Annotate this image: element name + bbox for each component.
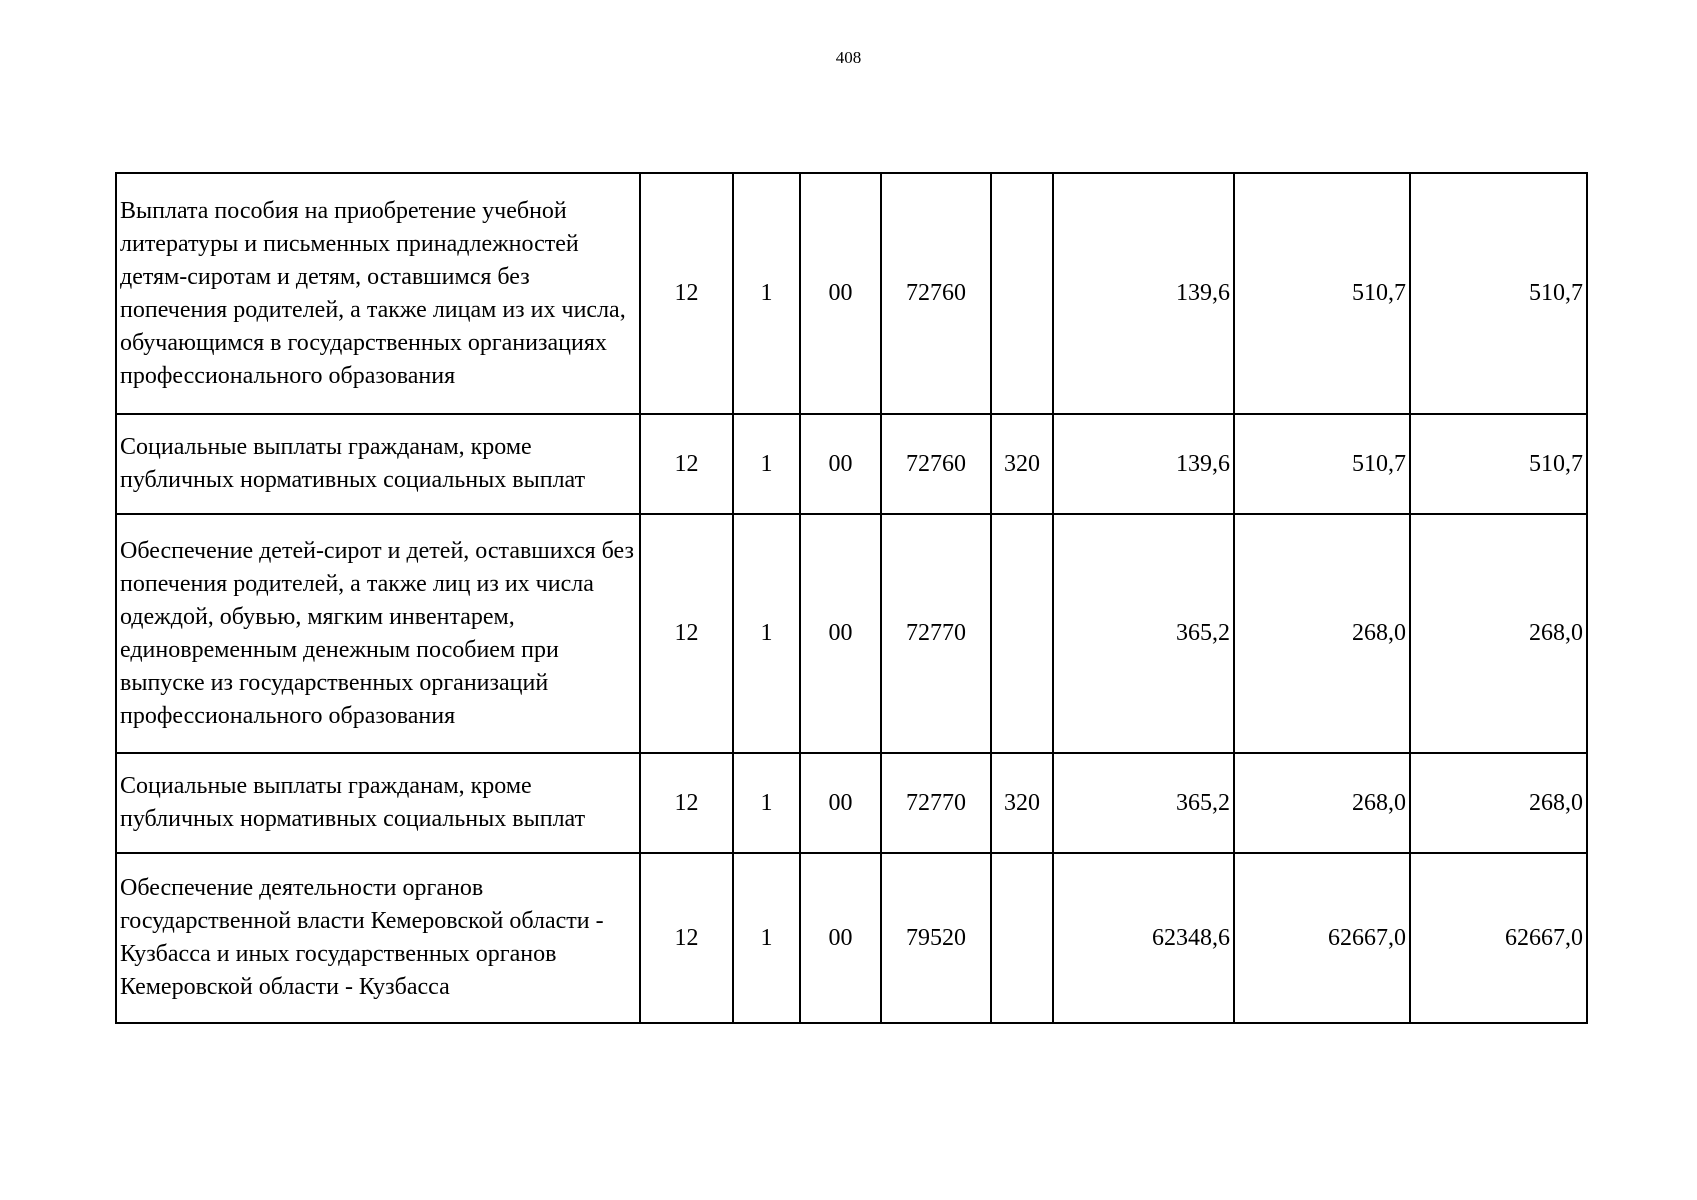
subsection-code-cell: 1 [733, 753, 800, 853]
target-article-cell: 72760 [881, 173, 991, 414]
expense-type-cell: 320 [991, 753, 1053, 853]
table-row [116, 753, 1587, 853]
amount-year2-cell: 268,0 [1234, 753, 1410, 853]
sub-code-cell: 00 [800, 853, 881, 1023]
table-row [116, 853, 1587, 1023]
subsection-code-cell: 1 [733, 514, 800, 753]
section-code-cell: 12 [640, 173, 733, 414]
budget-table [115, 172, 1588, 1024]
expense-type-cell: 320 [991, 414, 1053, 514]
row-name-cell: Выплата пособия на приобретение учебной литературы и письменных принадлежностей детям-сиротам и детям, оставшимся без попечения родителей, а также лицам из их числа, обучающимся в государственных организациях профессионального образования [116, 173, 640, 414]
expense-type-cell [991, 514, 1053, 753]
row-name-cell: Обеспечение детей-сирот и детей, оставшихся без попечения родителей, а также лиц из их числа одеждой, обувью, мягким инвентарем, единовременным денежным пособием при выпуске из государственных организаций профессионального образования [116, 514, 640, 753]
amount-year3-cell: 268,0 [1410, 753, 1587, 853]
table-row [116, 514, 1587, 753]
amount-year3-cell: 62667,0 [1410, 853, 1587, 1023]
subsection-code-cell: 1 [733, 173, 800, 414]
target-article-cell: 72770 [881, 514, 991, 753]
target-article-cell: 79520 [881, 853, 991, 1023]
expense-type-cell [991, 173, 1053, 414]
section-code-cell: 12 [640, 853, 733, 1023]
sub-code-cell: 00 [800, 514, 881, 753]
row-name-cell: Социальные выплаты гражданам, кроме публичных нормативных социальных выплат [116, 753, 640, 853]
target-article-cell: 72770 [881, 753, 991, 853]
amount-year1-cell: 62348,6 [1053, 853, 1234, 1023]
amount-year3-cell: 268,0 [1410, 514, 1587, 753]
amount-year2-cell: 510,7 [1234, 173, 1410, 414]
amount-year3-cell: 510,7 [1410, 414, 1587, 514]
sub-code-cell: 00 [800, 173, 881, 414]
subsection-code-cell: 1 [733, 853, 800, 1023]
target-article-cell: 72760 [881, 414, 991, 514]
row-name-cell: Социальные выплаты гражданам, кроме публичных нормативных социальных выплат [116, 414, 640, 514]
section-code-cell: 12 [640, 514, 733, 753]
amount-year1-cell: 365,2 [1053, 753, 1234, 853]
section-code-cell: 12 [640, 753, 733, 853]
amount-year2-cell: 268,0 [1234, 514, 1410, 753]
page-number: 408 [835, 48, 862, 67]
amount-year1-cell: 139,6 [1053, 414, 1234, 514]
sub-code-cell: 00 [800, 753, 881, 853]
row-name-cell: Обеспечение деятельности органов государственной власти Кемеровской области - Кузбасса и иных государственных органов Кемеровской области - Кузбасса [116, 853, 640, 1023]
amount-year3-cell: 510,7 [1410, 173, 1587, 414]
table-row [116, 414, 1587, 514]
amount-year1-cell: 365,2 [1053, 514, 1234, 753]
amount-year2-cell: 62667,0 [1234, 853, 1410, 1023]
expense-type-cell [991, 853, 1053, 1023]
subsection-code-cell: 1 [733, 414, 800, 514]
amount-year1-cell: 139,6 [1053, 173, 1234, 414]
section-code-cell: 12 [640, 414, 733, 514]
amount-year2-cell: 510,7 [1234, 414, 1410, 514]
table-row [116, 173, 1587, 414]
sub-code-cell: 00 [800, 414, 881, 514]
